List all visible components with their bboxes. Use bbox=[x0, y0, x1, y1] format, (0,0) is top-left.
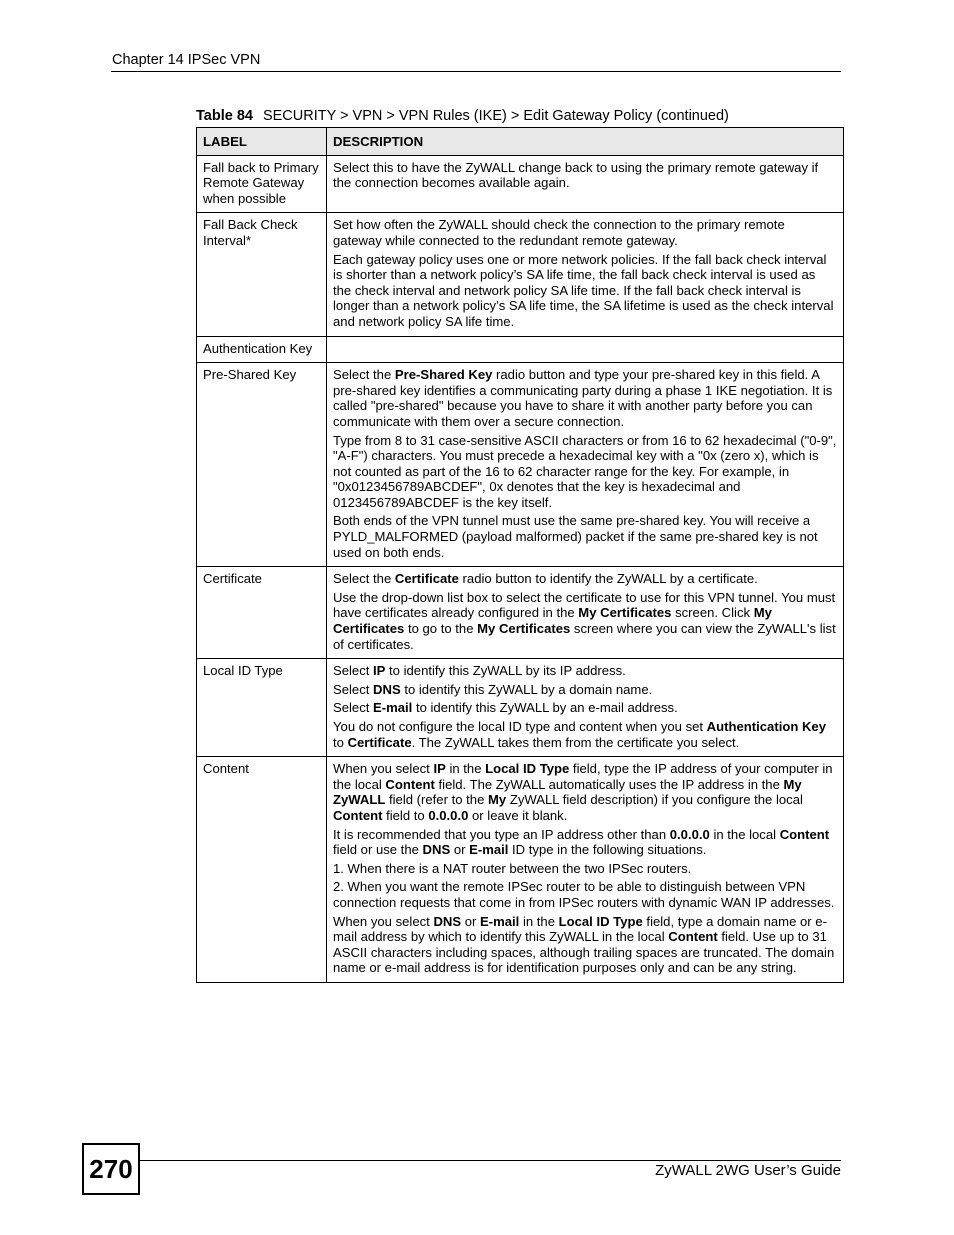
table-row bbox=[197, 363, 844, 567]
table-number: Table 84 bbox=[196, 108, 253, 124]
text-run: 1. When there is a NAT router between the two IPSec routers. bbox=[333, 860, 692, 876]
row-description bbox=[327, 363, 844, 567]
bold-term: My Certificates bbox=[578, 605, 672, 621]
text-run: radio button and type your pre-shared key in this field. A pre-shared key identifies a communicating party during a phase 1 IKE negotiation. It is called "pre-shared" because you have to share it with another party before you can communicate with them over a secure connection. bbox=[333, 367, 833, 429]
description-paragraph bbox=[333, 433, 837, 511]
text-run: field. Use up to 31 ASCII characters including spaces, although trailing spaces are truncated. The domain name or e-mail address is for identification purposes only and can be any string. bbox=[333, 929, 835, 976]
description-paragraph bbox=[333, 571, 837, 587]
text-run: field, type the IP address of your computer in the local bbox=[333, 761, 833, 792]
text-run: 2. When you want the remote IPSec router to be able to distinguish between VPN connection requests that come in from IPSec routers with dynamic WAN IP addresses. bbox=[333, 879, 835, 910]
text-run: to identify this ZyWALL by its IP address. bbox=[385, 663, 626, 679]
text-run: in the bbox=[445, 761, 486, 777]
table-row bbox=[197, 213, 844, 336]
description-paragraph bbox=[333, 861, 837, 877]
bold-term: Content bbox=[333, 807, 383, 823]
text-run: in the bbox=[519, 913, 559, 929]
bold-term: Local ID Type bbox=[485, 761, 570, 777]
text-run: or bbox=[450, 842, 470, 858]
page-number: 270 bbox=[82, 1143, 140, 1195]
description-paragraph bbox=[333, 761, 837, 823]
text-run: Both ends of the VPN tunnel must use the same pre-shared key. You will receive a PYLD_MALFORMED (payload malformed) packet if the same pre-shared key is not used on both ends. bbox=[333, 513, 818, 560]
text-run: screen. Click bbox=[671, 605, 754, 621]
text-run: ID type in the following situations. bbox=[508, 842, 707, 858]
text-run: to go to the bbox=[404, 621, 478, 637]
table-caption bbox=[196, 108, 729, 124]
bold-term: E-mail bbox=[469, 842, 509, 858]
text-run: or bbox=[461, 913, 481, 929]
description-paragraph bbox=[333, 827, 837, 858]
bold-term: 0.0.0.0 bbox=[669, 826, 710, 842]
text-run: . The ZyWALL takes them from the certificate you select. bbox=[411, 734, 740, 750]
row-label: Fall back to Primary Remote Gateway when possible bbox=[197, 155, 327, 213]
table-header-row bbox=[197, 128, 844, 156]
text-run: Select the bbox=[333, 571, 395, 587]
text-run: Select bbox=[333, 663, 374, 679]
text-run: Set how often the ZyWALL should check the connection to the primary remote gateway while connected to the redundant remote gateway. bbox=[333, 217, 785, 248]
bold-term: Content bbox=[779, 826, 830, 842]
text-run: in the local bbox=[709, 826, 780, 842]
table-row bbox=[197, 567, 844, 659]
table-row bbox=[197, 659, 844, 757]
description-paragraph bbox=[333, 914, 837, 976]
bold-term: My bbox=[488, 792, 507, 808]
text-run: to bbox=[333, 734, 348, 750]
bold-term: IP bbox=[373, 663, 386, 679]
table-row bbox=[197, 757, 844, 983]
row-label: Authentication Key bbox=[197, 336, 327, 363]
row-label: Content bbox=[197, 757, 327, 983]
description-paragraph bbox=[333, 252, 837, 330]
bold-term: DNS bbox=[433, 913, 462, 929]
description-paragraph bbox=[333, 367, 837, 429]
bold-term: My ZyWALL bbox=[333, 776, 802, 808]
bold-term: Pre-Shared Key bbox=[394, 367, 493, 383]
table-body bbox=[197, 155, 844, 982]
table-row bbox=[197, 155, 844, 213]
description-paragraph bbox=[333, 719, 837, 750]
bold-term: Content bbox=[385, 776, 435, 792]
header-divider bbox=[111, 71, 841, 72]
description-paragraph bbox=[333, 513, 837, 560]
description-paragraph bbox=[333, 879, 837, 910]
bold-term: Local ID Type bbox=[558, 913, 643, 929]
bold-term: Certificate bbox=[347, 734, 412, 750]
text-run: field, type a domain name or e-mail address by which to identify this ZyWALL in the local bbox=[333, 913, 827, 945]
row-label: Fall Back Check Interval* bbox=[197, 213, 327, 336]
text-run: Select this to have the ZyWALL change back to using the primary remote gateway if the connection becomes available again. bbox=[333, 159, 819, 191]
text-run: When you select bbox=[333, 913, 434, 929]
chapter-header: Chapter 14 IPSec VPN bbox=[112, 52, 261, 68]
bold-term: My Certificates bbox=[333, 605, 772, 637]
row-label: Local ID Type bbox=[197, 659, 327, 757]
row-label: Certificate bbox=[197, 567, 327, 659]
text-run: Select the bbox=[333, 367, 395, 383]
row-description bbox=[327, 567, 844, 659]
description-paragraph bbox=[333, 160, 837, 191]
bold-term: DNS bbox=[373, 681, 401, 697]
table-title: SECURITY > VPN > VPN Rules (IKE) > Edit Gateway Policy (continued) bbox=[262, 108, 729, 124]
bold-term: Certificate bbox=[394, 571, 459, 587]
table-row bbox=[197, 336, 844, 363]
bold-term: E-mail bbox=[373, 700, 413, 716]
text-run: screen where you can view the ZyWALL's list of certificates. bbox=[333, 621, 836, 652]
column-header-description: DESCRIPTION bbox=[327, 128, 844, 156]
bold-term: Content bbox=[668, 929, 718, 945]
text-run: Type from 8 to 31 case-sensitive ASCII characters or from 16 to 62 hexadecimal ("0-9", "A-F") characters. You must precede a hexadecimal key with a "0x (zero x), which is not counted as part of the 16 to 62 character range for the key. For example, in "0x0123456789ABCDEF", 0x denotes that the key is hexadecimal and 0123456789ABCDEF is the key itself. bbox=[333, 432, 837, 510]
text-run: Select bbox=[333, 700, 374, 716]
text-run: When you select bbox=[333, 761, 434, 777]
bold-term: E-mail bbox=[480, 913, 520, 929]
bold-term: 0.0.0.0 bbox=[428, 807, 469, 823]
row-description bbox=[327, 336, 844, 363]
footer-divider bbox=[139, 1160, 841, 1161]
bold-term: DNS bbox=[422, 842, 451, 858]
description-paragraph bbox=[333, 217, 837, 248]
description-paragraph bbox=[333, 682, 837, 698]
description-paragraph bbox=[333, 590, 837, 652]
text-run: You do not configure the local ID type and content when you set bbox=[333, 719, 707, 734]
text-run: or leave it blank. bbox=[468, 807, 568, 823]
text-run: Use the drop-down list box to select the certificate to use for this VPN tunnel. You must have certificates already configured in the bbox=[333, 589, 836, 621]
text-run: field or use the bbox=[333, 842, 423, 858]
text-run: radio button to identify the ZyWALL by a certificate. bbox=[458, 571, 758, 587]
text-run: ZyWALL field description) if you configure the local bbox=[506, 792, 803, 808]
row-label: Pre-Shared Key bbox=[197, 363, 327, 567]
bold-term: IP bbox=[433, 761, 446, 777]
bold-term: My Certificates bbox=[477, 621, 571, 637]
row-description bbox=[327, 757, 844, 983]
text-run: It is recommended that you type an IP address other than bbox=[333, 826, 670, 842]
text-run: field. The ZyWALL automatically uses the IP address in the bbox=[434, 776, 784, 792]
description-paragraph bbox=[333, 700, 837, 716]
description-paragraph bbox=[333, 663, 837, 679]
text-run: field (refer to the bbox=[385, 792, 488, 808]
text-run: to identify this ZyWALL by a domain name. bbox=[400, 681, 653, 697]
text-run: field to bbox=[382, 807, 429, 823]
bold-term: Authentication Key bbox=[706, 719, 826, 734]
column-header-label: LABEL bbox=[197, 128, 327, 156]
text-run: Select bbox=[333, 681, 374, 697]
text-run: Each gateway policy uses one or more network policies. If the fall back check interval is shorter than a network policy’s SA life time, the fall back check interval is used as the check interval and network policy SA life time. If the fall back check interval is longer than a network policy’s SA life time, the SA lifetime is used as the check interval and network policy SA life time. bbox=[333, 251, 834, 329]
row-description bbox=[327, 155, 844, 213]
text-run: to identify this ZyWALL by an e-mail address. bbox=[412, 700, 678, 716]
row-description bbox=[327, 213, 844, 336]
guide-title: ZyWALL 2WG User’s Guide bbox=[655, 1162, 841, 1179]
row-description bbox=[327, 659, 844, 757]
gateway-policy-table bbox=[196, 127, 844, 983]
